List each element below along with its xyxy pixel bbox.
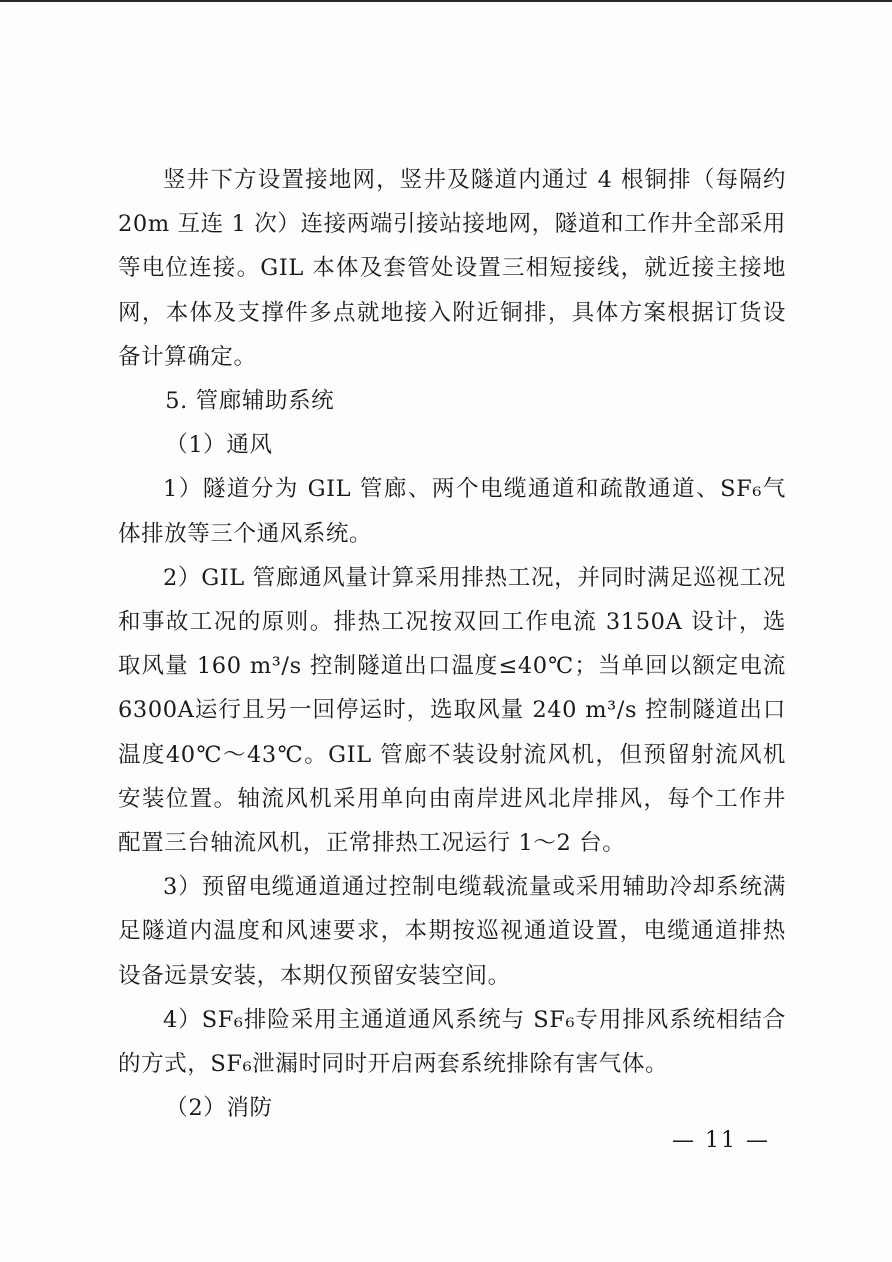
- paragraph-ventilation-1: 1）隧道分为 GIL 管廊、两个电缆通道和疏散通道、SF₆气体排放等三个通风系统。: [118, 476, 786, 547]
- subsection-heading-ventilation: （1）通风: [165, 432, 273, 459]
- paragraph-ventilation-3: 3）预留电缆通道通过控制电缆载流量或采用辅助冷却系统满足隧道内温度和风速要求，本期按巡视通道设置，电缆通道排热设备远景安装，本期仅预留安装空间。: [118, 874, 786, 989]
- top-border-line: [0, 0, 892, 2]
- section-heading-auxiliary-systems: 5. 管廊辅助系统: [165, 388, 335, 415]
- paragraph-grounding: 竖井下方设置接地网，竖井及隧道内通过 4 根铜排（每隔约20m 互连 1 次）连接两端引接站接地网，隧道和工作井全部采用等电位连接。GIL 本体及套管处设置三相短接线，就近接主接地网，本体及支撑件多点就地接入附近铜排，具体方案根据订货设备计算确定。: [118, 167, 786, 370]
- body-text: [118, 158, 786, 1130]
- paragraph-ventilation-2: 2）GIL 管廊通风量计算采用排热工况，并同时满足巡视工况和事故工况的原则。排热工况按双回工作电流 3150A 设计，选取风量 160 m³/s 控制隧道出口温度≤40℃；当单回以额定电流 6300A运行且另一回停运时，选取风量 240 m³/s 控制隧道出口温度40℃～43℃。GIL 管廊不装设射流风机，但预留射流风机安装位置。轴流风机采用单向由南岸进风北岸排风，每个工作井配置三台轴流风机，正常排热工况运行 1～2 台。: [118, 564, 786, 857]
- page-number: — 11 —: [672, 1128, 770, 1153]
- subsection-heading-fire-protection: （2）消防: [165, 1095, 273, 1122]
- paragraph-ventilation-4: 4）SF₆排险采用主通道通风系统与 SF₆专用排风系统相结合的方式，SF₆泄漏时同时开启两套系统排除有害气体。: [118, 1006, 786, 1078]
